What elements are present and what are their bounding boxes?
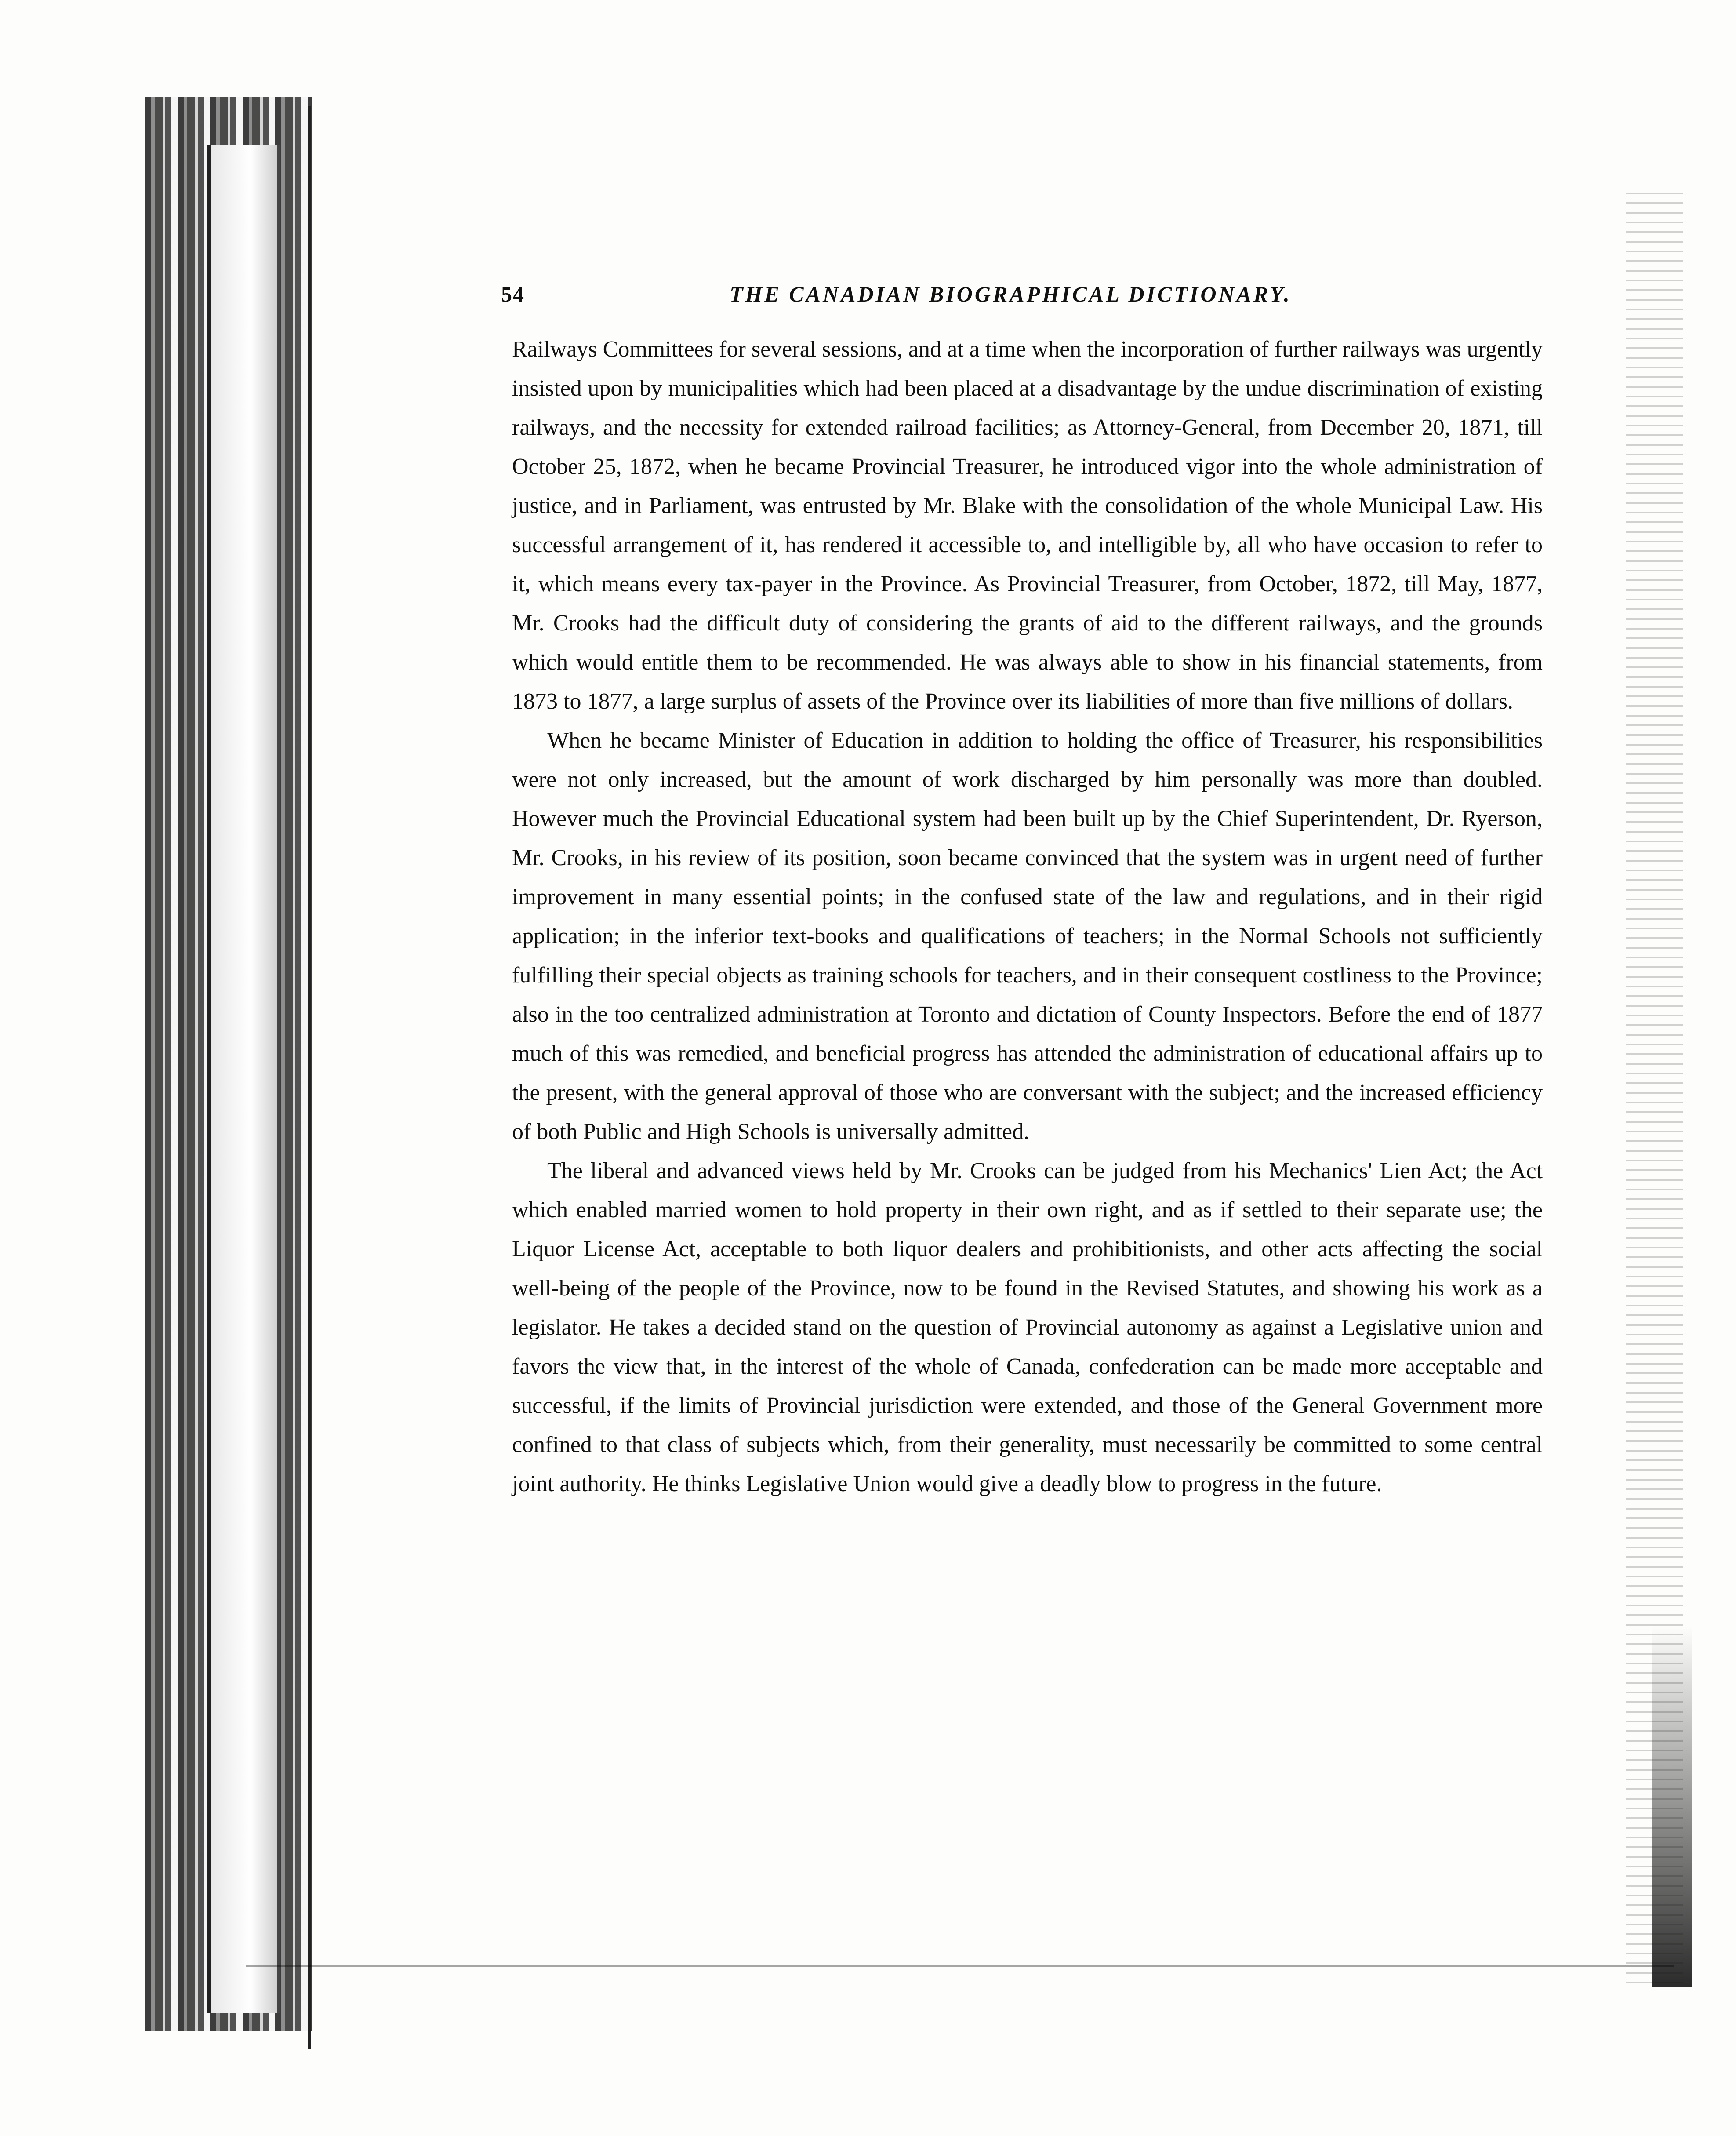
paragraph-1: Railways Committees for several sessions, and at a time when the incorporation of further railways was urgently insisted upon by municipalities which had been placed at a disadvantage by the undue discrimination of existing railways, and the necessity for extended railroad facilities; as Attorney-General, from December 20, 1871, till October 25, 1872, when he became Provincial Treasurer, he introduced vigor into the whole administration of justice, and in Parliament, was entrusted by Mr. Blake with the consolidation of the whole Municipal Law. His successful arrangement of it, has rendered it accessible to, and intelligible by, all who have occasion to refer to it, which means every tax-payer in the Province. As Provincial Treasurer, from October, 1872, till May, 1877, Mr. Crooks had the difficult duty of considering the grants of aid to the different railways, and the grounds which would entitle them to be recommended. He was always able to show in his financial statements, from 1873 to 1877, a large surplus of assets of the Province over its liabilities of more than five millions of dollars. bbox=[512, 337, 1543, 714]
paragraph-2: When he became Minister of Education in addition to holding the office of Treasurer, his responsibilities were not only increased, but the amount of work discharged by him personally was more than doubled. However much the Provincial Educational system had been built up by the Chief Superintendent, Dr. Ryerson, Mr. Crooks, in his review of its position, soon became convinced that the system was in urgent need of further improvement in many essential points; in the confused state of the law and regulations, and in their rigid application; in the inferior text-books and qualifications of teachers; in the Normal Schools not sufficiently fulfilling their special objects as training schools for teachers, and in their consequent costliness to the Province; also in the too centralized administration at Toronto and dictation of County Inspectors. Before the end of 1877 much of this was remedied, and beneficial progress has attended the administration of educational affairs up to the present, with the general approval of those who are conversant with the subject; and the increased efficiency of both Public and High Schools is universally admitted. bbox=[512, 728, 1543, 1144]
book-binding-inner bbox=[207, 145, 280, 2013]
binding-edge-line bbox=[308, 106, 311, 2049]
paragraph-3: The liberal and advanced views held by Mr. Crooks can be judged from his Mechanics' Lien Act; the Act which enabled married women to hold property in their own right, and as if settled to their separate use; the Liquor License Act, acceptable to both liquor dealers and prohibitionists, and other acts affecting the social well-being of the people of the Province, now to be found in the Revised Statutes, and showing his work as a legislator. He takes a decided stand on the question of Provincial autonomy as against a Legislative union and favors the view that, in the interest of the whole of Canada, confederation can be made more acceptable and successful, if the limits of Provincial jurisdiction were extended, and those of the General Government more confined to that class of subjects which, from their generality, must necessarily be committed to some central joint authority. He thinks Legislative Union would give a deadly blow to progress in the future. bbox=[512, 1158, 1543, 1496]
body-text bbox=[512, 330, 1543, 1503]
page-header bbox=[501, 281, 1556, 317]
page-number: 54 bbox=[501, 282, 525, 306]
page-right-edge-shadow bbox=[1652, 1627, 1692, 1987]
page-bottom-edge bbox=[246, 1965, 1674, 1967]
running-head: THE CANADIAN BIOGRAPHICAL DICTIONARY. bbox=[730, 282, 1292, 306]
